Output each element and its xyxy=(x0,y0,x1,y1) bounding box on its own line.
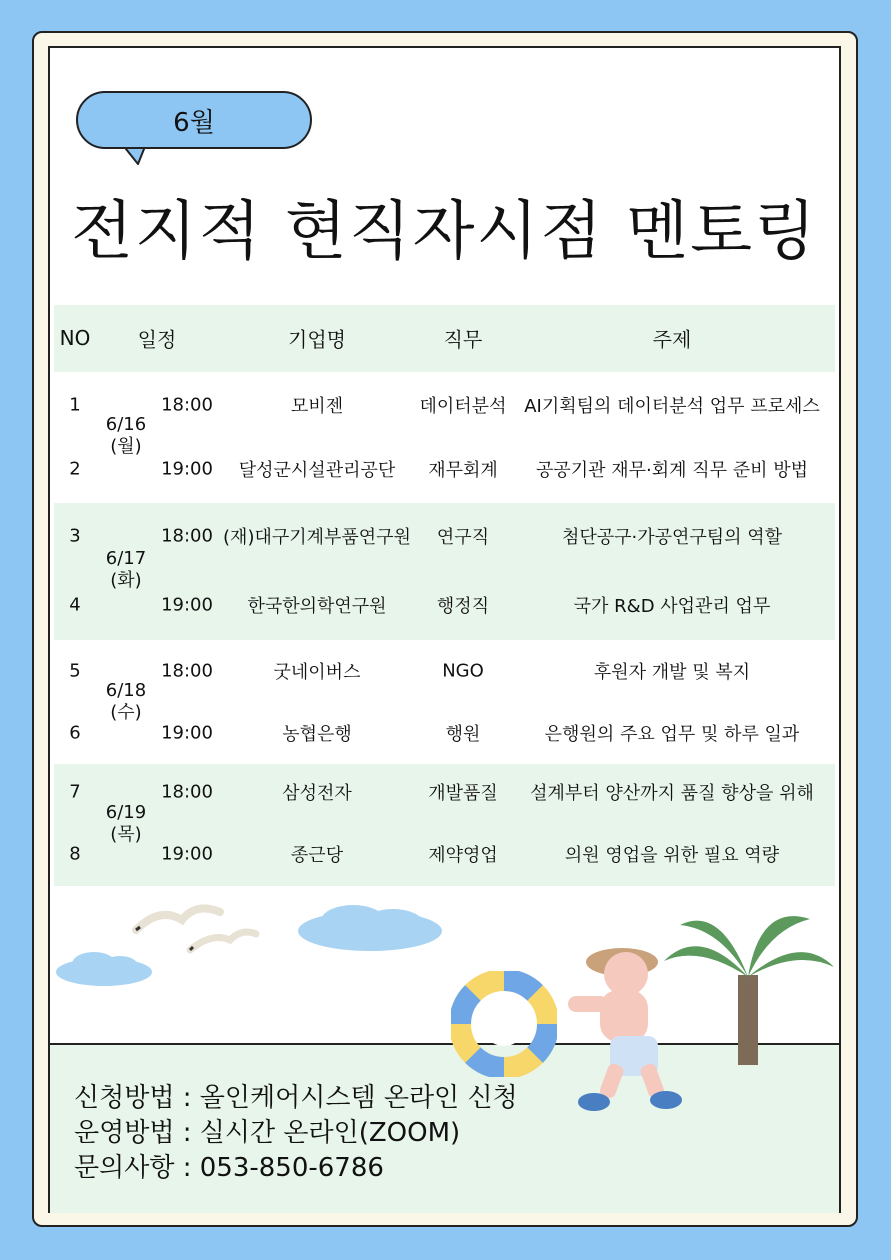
row-time: 19:00 xyxy=(161,722,213,744)
row-no: 7 xyxy=(69,781,81,803)
row-topic: 공공기관 재무·회계 직무 준비 방법 xyxy=(535,460,809,481)
row-job: 데이터분석 xyxy=(419,396,507,417)
row-no: 6 xyxy=(69,722,81,744)
row-time: 18:00 xyxy=(161,781,213,803)
row-time: 18:00 xyxy=(161,525,213,547)
row-company: 굿네이버스 xyxy=(273,662,361,683)
date-value: 6/17 xyxy=(105,548,147,569)
row-company: (재)대구기계부품연구원 xyxy=(223,527,411,548)
date-weekday: (목) xyxy=(110,824,142,845)
row-company: 한국한의학연구원 xyxy=(247,596,387,617)
row-company: 모비젠 xyxy=(290,396,344,417)
header-job: 직무 xyxy=(443,327,483,352)
row-company: 농협은행 xyxy=(282,724,352,745)
method-info: 운영방법 : 실시간 온라인(ZOOM) xyxy=(74,1118,461,1148)
date-value: 6/18 xyxy=(105,680,147,701)
row-job: NGO xyxy=(442,660,484,682)
header-schedule: 일정 xyxy=(137,327,177,352)
row-no: 3 xyxy=(69,525,81,547)
palm-tree-icon xyxy=(660,905,838,1065)
page-title: 전지적 현직자시점 멘토링 xyxy=(71,195,818,269)
row-job: 연구직 xyxy=(436,527,490,548)
row-no: 1 xyxy=(69,394,81,416)
date-value: 6/16 xyxy=(105,414,147,435)
row-time: 18:00 xyxy=(161,660,213,682)
date-cell xyxy=(106,548,146,592)
row-company: 달성군시설관리공단 xyxy=(238,460,396,481)
row-topic: 설계부터 양산까지 품질 향상을 위해 xyxy=(530,783,814,804)
row-company: 삼성전자 xyxy=(282,783,352,804)
seagull-icon xyxy=(130,898,260,954)
apply-info: 신청방법 : 올인케어시스템 온라인 신청 xyxy=(74,1083,518,1113)
row-job: 재무회계 xyxy=(428,460,498,481)
cloud-icon xyxy=(54,950,154,988)
row-company: 종근당 xyxy=(290,845,344,866)
row-no: 5 xyxy=(69,660,81,682)
date-cell xyxy=(106,414,146,458)
row-topic: 첨단공구·가공연구팀의 역할 xyxy=(561,527,783,548)
header-topic: 주제 xyxy=(652,327,692,352)
row-no: 8 xyxy=(69,843,81,865)
date-cell xyxy=(106,802,146,846)
row-no: 2 xyxy=(69,458,81,480)
header-company: 기업명 xyxy=(288,327,346,352)
row-time: 19:00 xyxy=(161,843,213,865)
row-topic: 국가 R&D 사업관리 업무 xyxy=(573,596,771,617)
row-topic: 은행원의 주요 업무 및 하루 일과 xyxy=(544,724,800,745)
date-weekday: (월) xyxy=(110,436,142,457)
date-weekday: (수) xyxy=(110,702,142,723)
row-topic: AI기획팀의 데이터분석 업무 프로세스 xyxy=(524,396,820,417)
header-no: NO xyxy=(59,326,91,350)
row-time: 18:00 xyxy=(161,394,213,416)
row-topic: 의원 영업을 위한 필요 역량 xyxy=(564,845,780,866)
row-job: 개발품질 xyxy=(428,783,498,804)
row-time: 19:00 xyxy=(161,458,213,480)
row-job: 행정직 xyxy=(436,596,490,617)
row-no: 4 xyxy=(69,594,81,616)
row-job: 제약영업 xyxy=(428,845,498,866)
month-badge-label: 6월 xyxy=(173,107,215,138)
contact-info: 문의사항 : 053-850-6786 xyxy=(74,1153,384,1183)
date-value: 6/19 xyxy=(105,802,147,823)
row-job: 행원 xyxy=(445,724,481,745)
date-weekday: (화) xyxy=(110,570,142,591)
row-topic: 후원자 개발 및 복지 xyxy=(593,662,751,683)
month-badge xyxy=(76,91,312,149)
cloud-icon xyxy=(295,903,445,955)
date-cell xyxy=(106,680,146,724)
swim-ring-icon xyxy=(451,971,557,1077)
row-time: 19:00 xyxy=(161,594,213,616)
